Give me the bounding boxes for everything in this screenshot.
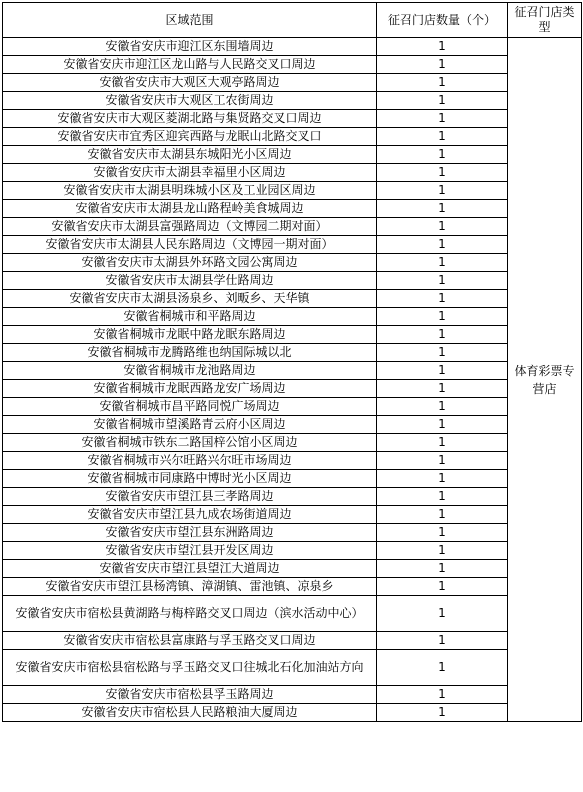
table-row bbox=[3, 686, 582, 704]
count-cell: 1 bbox=[377, 92, 508, 110]
region-cell: 安徽省桐城市龙腾路维也纳国际城以北 bbox=[3, 344, 377, 362]
table-row bbox=[3, 578, 582, 596]
header-region: 区域范围 bbox=[3, 3, 377, 38]
region-cell: 安徽省安庆市太湖县汤泉乡、刘畈乡、天华镇 bbox=[3, 290, 377, 308]
region-cell: 安徽省安庆市太湖县外环路文园公寓周边 bbox=[3, 254, 377, 272]
table-row bbox=[3, 128, 582, 146]
table-row bbox=[3, 200, 582, 218]
region-cell: 安徽省桐城市望溪路青云府小区周边 bbox=[3, 416, 377, 434]
region-cell: 安徽省安庆市大观区菱湖北路与集贤路交叉口周边 bbox=[3, 110, 377, 128]
count-cell: 1 bbox=[377, 38, 508, 56]
table-row bbox=[3, 254, 582, 272]
table-row bbox=[3, 470, 582, 488]
region-cell: 安徽省桐城市龙眠中路龙眠东路周边 bbox=[3, 326, 377, 344]
table-row bbox=[3, 488, 582, 506]
table-row bbox=[3, 524, 582, 542]
region-cell: 安徽省安庆市太湖县东城阳光小区周边 bbox=[3, 146, 377, 164]
count-cell: 1 bbox=[377, 56, 508, 74]
count-cell: 1 bbox=[377, 290, 508, 308]
table-row bbox=[3, 632, 582, 650]
region-cell: 安徽省安庆市望江县东洲路周边 bbox=[3, 524, 377, 542]
count-cell: 1 bbox=[377, 254, 508, 272]
table-row bbox=[3, 38, 582, 56]
table-row bbox=[3, 92, 582, 110]
table-row bbox=[3, 380, 582, 398]
count-cell: 1 bbox=[377, 416, 508, 434]
table-row bbox=[3, 308, 582, 326]
table-header-row bbox=[3, 3, 582, 38]
region-cell: 安徽省安庆市望江县望江大道周边 bbox=[3, 560, 377, 578]
region-cell: 安徽省安庆市望江县开发区周边 bbox=[3, 542, 377, 560]
count-cell: 1 bbox=[377, 380, 508, 398]
count-cell: 1 bbox=[377, 704, 508, 722]
region-cell: 安徽省安庆市宿松县富康路与孚玉路交叉口周边 bbox=[3, 632, 377, 650]
region-cell: 安徽省安庆市宿松县孚玉路周边 bbox=[3, 686, 377, 704]
region-cell: 安徽省安庆市望江县杨湾镇、漳湖镇、雷池镇、凉泉乡 bbox=[3, 578, 377, 596]
region-cell: 安徽省安庆市太湖县富强路周边（文博园二期对面） bbox=[3, 218, 377, 236]
region-cell: 安徽省安庆市太湖县学仕路周边 bbox=[3, 272, 377, 290]
table-row bbox=[3, 542, 582, 560]
count-cell: 1 bbox=[377, 146, 508, 164]
region-cell: 安徽省安庆市太湖县龙山路程岭美食城周边 bbox=[3, 200, 377, 218]
count-cell: 1 bbox=[377, 596, 508, 632]
table-row bbox=[3, 650, 582, 686]
count-cell: 1 bbox=[377, 578, 508, 596]
count-cell: 1 bbox=[377, 506, 508, 524]
table-row bbox=[3, 110, 582, 128]
count-cell: 1 bbox=[377, 218, 508, 236]
region-cell: 安徽省桐城市同康路中博时光小区周边 bbox=[3, 470, 377, 488]
count-cell: 1 bbox=[377, 632, 508, 650]
count-cell: 1 bbox=[377, 434, 508, 452]
count-cell: 1 bbox=[377, 470, 508, 488]
region-cell: 安徽省安庆市迎江区东围墙周边 bbox=[3, 38, 377, 56]
table-row bbox=[3, 398, 582, 416]
table-row bbox=[3, 182, 582, 200]
region-cell: 安徽省安庆市太湖县幸福里小区周边 bbox=[3, 164, 377, 182]
region-cell: 安徽省桐城市兴尔旺路兴尔旺市场周边 bbox=[3, 452, 377, 470]
count-cell: 1 bbox=[377, 542, 508, 560]
region-cell: 安徽省安庆市宿松县人民路粮油大厦周边 bbox=[3, 704, 377, 722]
count-cell: 1 bbox=[377, 650, 508, 686]
region-cell: 安徽省安庆市太湖县人民东路周边（文博园一期对面） bbox=[3, 236, 377, 254]
table-row bbox=[3, 74, 582, 92]
region-cell: 安徽省安庆市大观区大观亭路周边 bbox=[3, 74, 377, 92]
count-cell: 1 bbox=[377, 686, 508, 704]
store-type-cell: 体育彩票专营店 bbox=[508, 38, 582, 722]
region-cell: 安徽省安庆市迎江区龙山路与人民路交叉口周边 bbox=[3, 56, 377, 74]
table-row bbox=[3, 434, 582, 452]
region-cell: 安徽省桐城市昌平路同悦广场周边 bbox=[3, 398, 377, 416]
region-cell: 安徽省安庆市太湖县明珠城小区及工业园区周边 bbox=[3, 182, 377, 200]
region-cell: 安徽省安庆市宿松县宿松路与孚玉路交叉口往城北石化加油站方向 bbox=[3, 650, 377, 686]
table-row bbox=[3, 416, 582, 434]
table-row bbox=[3, 236, 582, 254]
table-row bbox=[3, 560, 582, 578]
region-cell: 安徽省安庆市大观区工农街周边 bbox=[3, 92, 377, 110]
table-row bbox=[3, 704, 582, 722]
count-cell: 1 bbox=[377, 560, 508, 578]
count-cell: 1 bbox=[377, 110, 508, 128]
table-row bbox=[3, 344, 582, 362]
store-recruitment-table bbox=[2, 2, 582, 722]
region-cell: 安徽省桐城市龙眠西路龙安广场周边 bbox=[3, 380, 377, 398]
region-cell: 安徽省桐城市龙池路周边 bbox=[3, 362, 377, 380]
count-cell: 1 bbox=[377, 182, 508, 200]
count-cell: 1 bbox=[377, 524, 508, 542]
region-cell: 安徽省安庆市宜秀区迎宾西路与龙眠山北路交叉口 bbox=[3, 128, 377, 146]
table-row bbox=[3, 452, 582, 470]
count-cell: 1 bbox=[377, 398, 508, 416]
table-row bbox=[3, 290, 582, 308]
table-row bbox=[3, 596, 582, 632]
count-cell: 1 bbox=[377, 200, 508, 218]
header-type: 征召门店类型 bbox=[508, 3, 582, 38]
count-cell: 1 bbox=[377, 344, 508, 362]
count-cell: 1 bbox=[377, 362, 508, 380]
count-cell: 1 bbox=[377, 452, 508, 470]
header-count: 征召门店数量（个） bbox=[377, 3, 508, 38]
table-row bbox=[3, 56, 582, 74]
region-cell: 安徽省桐城市铁东二路国梓公馆小区周边 bbox=[3, 434, 377, 452]
table-row bbox=[3, 326, 582, 344]
count-cell: 1 bbox=[377, 488, 508, 506]
table-row bbox=[3, 506, 582, 524]
count-cell: 1 bbox=[377, 308, 508, 326]
count-cell: 1 bbox=[377, 326, 508, 344]
count-cell: 1 bbox=[377, 74, 508, 92]
region-cell: 安徽省安庆市望江县九成农场街道周边 bbox=[3, 506, 377, 524]
region-cell: 安徽省安庆市望江县三孝路周边 bbox=[3, 488, 377, 506]
region-cell: 安徽省桐城市和平路周边 bbox=[3, 308, 377, 326]
table-body bbox=[3, 38, 582, 722]
count-cell: 1 bbox=[377, 128, 508, 146]
table-row bbox=[3, 218, 582, 236]
region-cell: 安徽省安庆市宿松县黄湖路与梅梓路交叉口周边（滨水活动中心） bbox=[3, 596, 377, 632]
count-cell: 1 bbox=[377, 272, 508, 290]
table-row bbox=[3, 272, 582, 290]
table-row bbox=[3, 146, 582, 164]
table-row bbox=[3, 164, 582, 182]
count-cell: 1 bbox=[377, 236, 508, 254]
table-row bbox=[3, 362, 582, 380]
count-cell: 1 bbox=[377, 164, 508, 182]
